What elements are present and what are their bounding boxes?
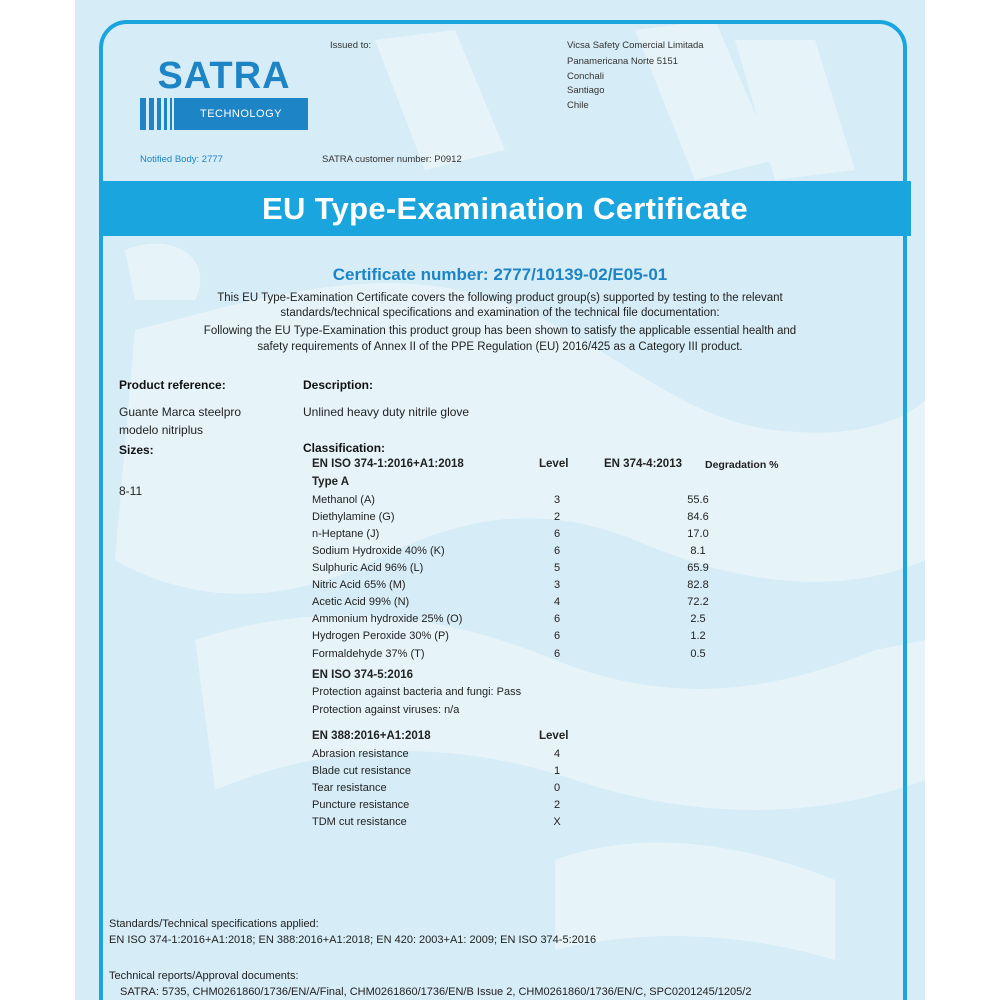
intro-line-4: safety requirements of Annex II of the PPE Regulation (EU) 2016/425 as a Category III product. xyxy=(257,341,743,353)
chem-row-name: Diethylamine (G) xyxy=(312,511,395,523)
chem-row-degradation: 72.2 xyxy=(687,596,709,608)
mech-header-level: Level xyxy=(539,730,569,742)
chem-header-degradation: Degradation % xyxy=(705,459,779,471)
chem-row-degradation: 84.6 xyxy=(687,511,709,523)
mech-row-name: TDM cut resistance xyxy=(312,816,407,828)
satra-logo xyxy=(138,56,310,130)
chem-header-degradation-standard: EN 374-4:2013 xyxy=(604,458,682,470)
chem-row-level: 6 xyxy=(553,545,561,557)
chem-row-degradation: 17.0 xyxy=(687,528,709,540)
chem-row-level: 2 xyxy=(553,511,561,523)
micro-header: EN ISO 374-5:2016 xyxy=(312,669,414,681)
chem-row-name: Hydrogen Peroxide 30% (P) xyxy=(312,630,449,642)
chem-row-level: 5 xyxy=(553,562,561,574)
certificate-sheet xyxy=(75,0,925,1000)
chem-row-degradation: 82.8 xyxy=(687,579,709,591)
chem-type: Type A xyxy=(312,476,350,488)
intro-line-1: This EU Type-Examination Certificate covers the following product group(s) supported by testing to the relevant xyxy=(217,292,783,304)
chem-row-name: Acetic Acid 99% (N) xyxy=(312,596,410,608)
logo-subtitle: TECHNOLOGY xyxy=(174,98,308,130)
page-title: EU Type-Examination Certificate xyxy=(262,191,748,226)
mech-row-name: Abrasion resistance xyxy=(312,748,409,760)
issued-to-line-2: Panamericana Norte 5151 xyxy=(567,56,678,67)
classification-label: Classification: xyxy=(303,441,386,455)
chem-row-name: Sodium Hydroxide 40% (K) xyxy=(312,545,445,557)
issued-to-line-4: Santiago xyxy=(567,85,605,96)
description-value: Unlined heavy duty nitrile glove xyxy=(303,405,470,419)
description-label: Description: xyxy=(303,378,374,392)
micro-bacteria: Protection against bacteria and fungi: Pass xyxy=(312,686,522,698)
chem-row-level: 4 xyxy=(553,596,561,608)
certificate-frame xyxy=(99,20,907,1000)
chem-row-level: 6 xyxy=(553,528,561,540)
logo-wordmark: SATRA xyxy=(157,55,291,97)
mech-row-name: Puncture resistance xyxy=(312,799,410,811)
logo-bars-icon xyxy=(140,98,172,130)
chem-row-level: 3 xyxy=(553,494,561,506)
standards-value: EN ISO 374-1:2016+A1:2018; EN 388:2016+A1:2018; EN 420: 2003+A1: 2009; EN ISO 374-5:2016 xyxy=(109,934,597,946)
mech-row-level: 0 xyxy=(553,782,561,794)
chem-row-name: Ammonium hydroxide 25% (O) xyxy=(312,613,463,625)
title-banner xyxy=(99,181,911,236)
chem-row-name: Sulphuric Acid 96% (L) xyxy=(312,562,424,574)
chem-header-standard: EN ISO 374-1:2016+A1:2018 xyxy=(312,458,464,470)
sizes-label: Sizes: xyxy=(119,443,154,457)
mech-row-name: Tear resistance xyxy=(312,782,387,794)
issued-to-line-3: Conchali xyxy=(567,71,604,82)
customer-number: SATRA customer number: P0912 xyxy=(322,154,462,165)
sizes-value: 8-11 xyxy=(119,484,143,498)
notified-body: Notified Body: 2777 xyxy=(140,154,223,165)
mech-row-level: 2 xyxy=(553,799,561,811)
chem-row-degradation: 0.5 xyxy=(690,648,706,660)
chem-row-name: Formaldehyde 37% (T) xyxy=(312,648,425,660)
intro-line-3: Following the EU Type-Examination this product group has been shown to satisfy the applicable essential health and xyxy=(203,325,797,337)
mech-row-level: 4 xyxy=(553,748,561,760)
chem-row-level: 3 xyxy=(553,579,561,591)
chem-row-name: Methanol (A) xyxy=(312,494,375,506)
chem-row-degradation: 65.9 xyxy=(687,562,709,574)
issued-to-label: Issued to: xyxy=(330,40,372,51)
certificate-number: Certificate number: 2777/10139-02/E05-01 xyxy=(332,265,668,284)
chem-row-name: n-Heptane (J) xyxy=(312,528,380,540)
chem-row-level: 6 xyxy=(553,648,561,660)
issued-to-line-5: Chile xyxy=(567,100,589,111)
chem-row-level: 6 xyxy=(553,613,561,625)
reports-label: Technical reports/Approval documents: xyxy=(109,970,299,982)
reports-value: SATRA: 5735, CHM0261860/1736/EN/A/Final, CHM0261860/1736/EN/B Issue 2, CHM0261860/1736/EN/C, SPC0201245/1205/2 xyxy=(120,986,752,998)
micro-viruses: Protection against viruses: n/a xyxy=(312,704,460,716)
chem-row-degradation: 2.5 xyxy=(690,613,706,625)
product-reference-label: Product reference: xyxy=(119,378,226,392)
mech-row-level: X xyxy=(553,816,561,828)
chem-row-name: Nitric Acid 65% (M) xyxy=(312,579,406,591)
product-reference-line-1: Guante Marca steelpro xyxy=(119,405,242,419)
chem-row-level: 6 xyxy=(553,630,561,642)
intro-line-2: standards/technical specifications and examination of the technical file documentation: xyxy=(280,307,720,319)
product-reference-line-2: modelo nitriplus xyxy=(119,423,204,437)
standards-label: Standards/Technical specifications applied: xyxy=(109,918,319,930)
chem-header-level: Level xyxy=(539,458,569,470)
mech-header-standard: EN 388:2016+A1:2018 xyxy=(312,730,431,742)
chem-row-degradation: 1.2 xyxy=(690,630,706,642)
mech-row-name: Blade cut resistance xyxy=(312,765,412,777)
mech-row-level: 1 xyxy=(553,765,561,777)
chem-row-degradation: 55.6 xyxy=(687,494,709,506)
issued-to-line-1: Vicsa Safety Comercial Limitada xyxy=(567,40,704,51)
chem-row-degradation: 8.1 xyxy=(690,545,706,557)
